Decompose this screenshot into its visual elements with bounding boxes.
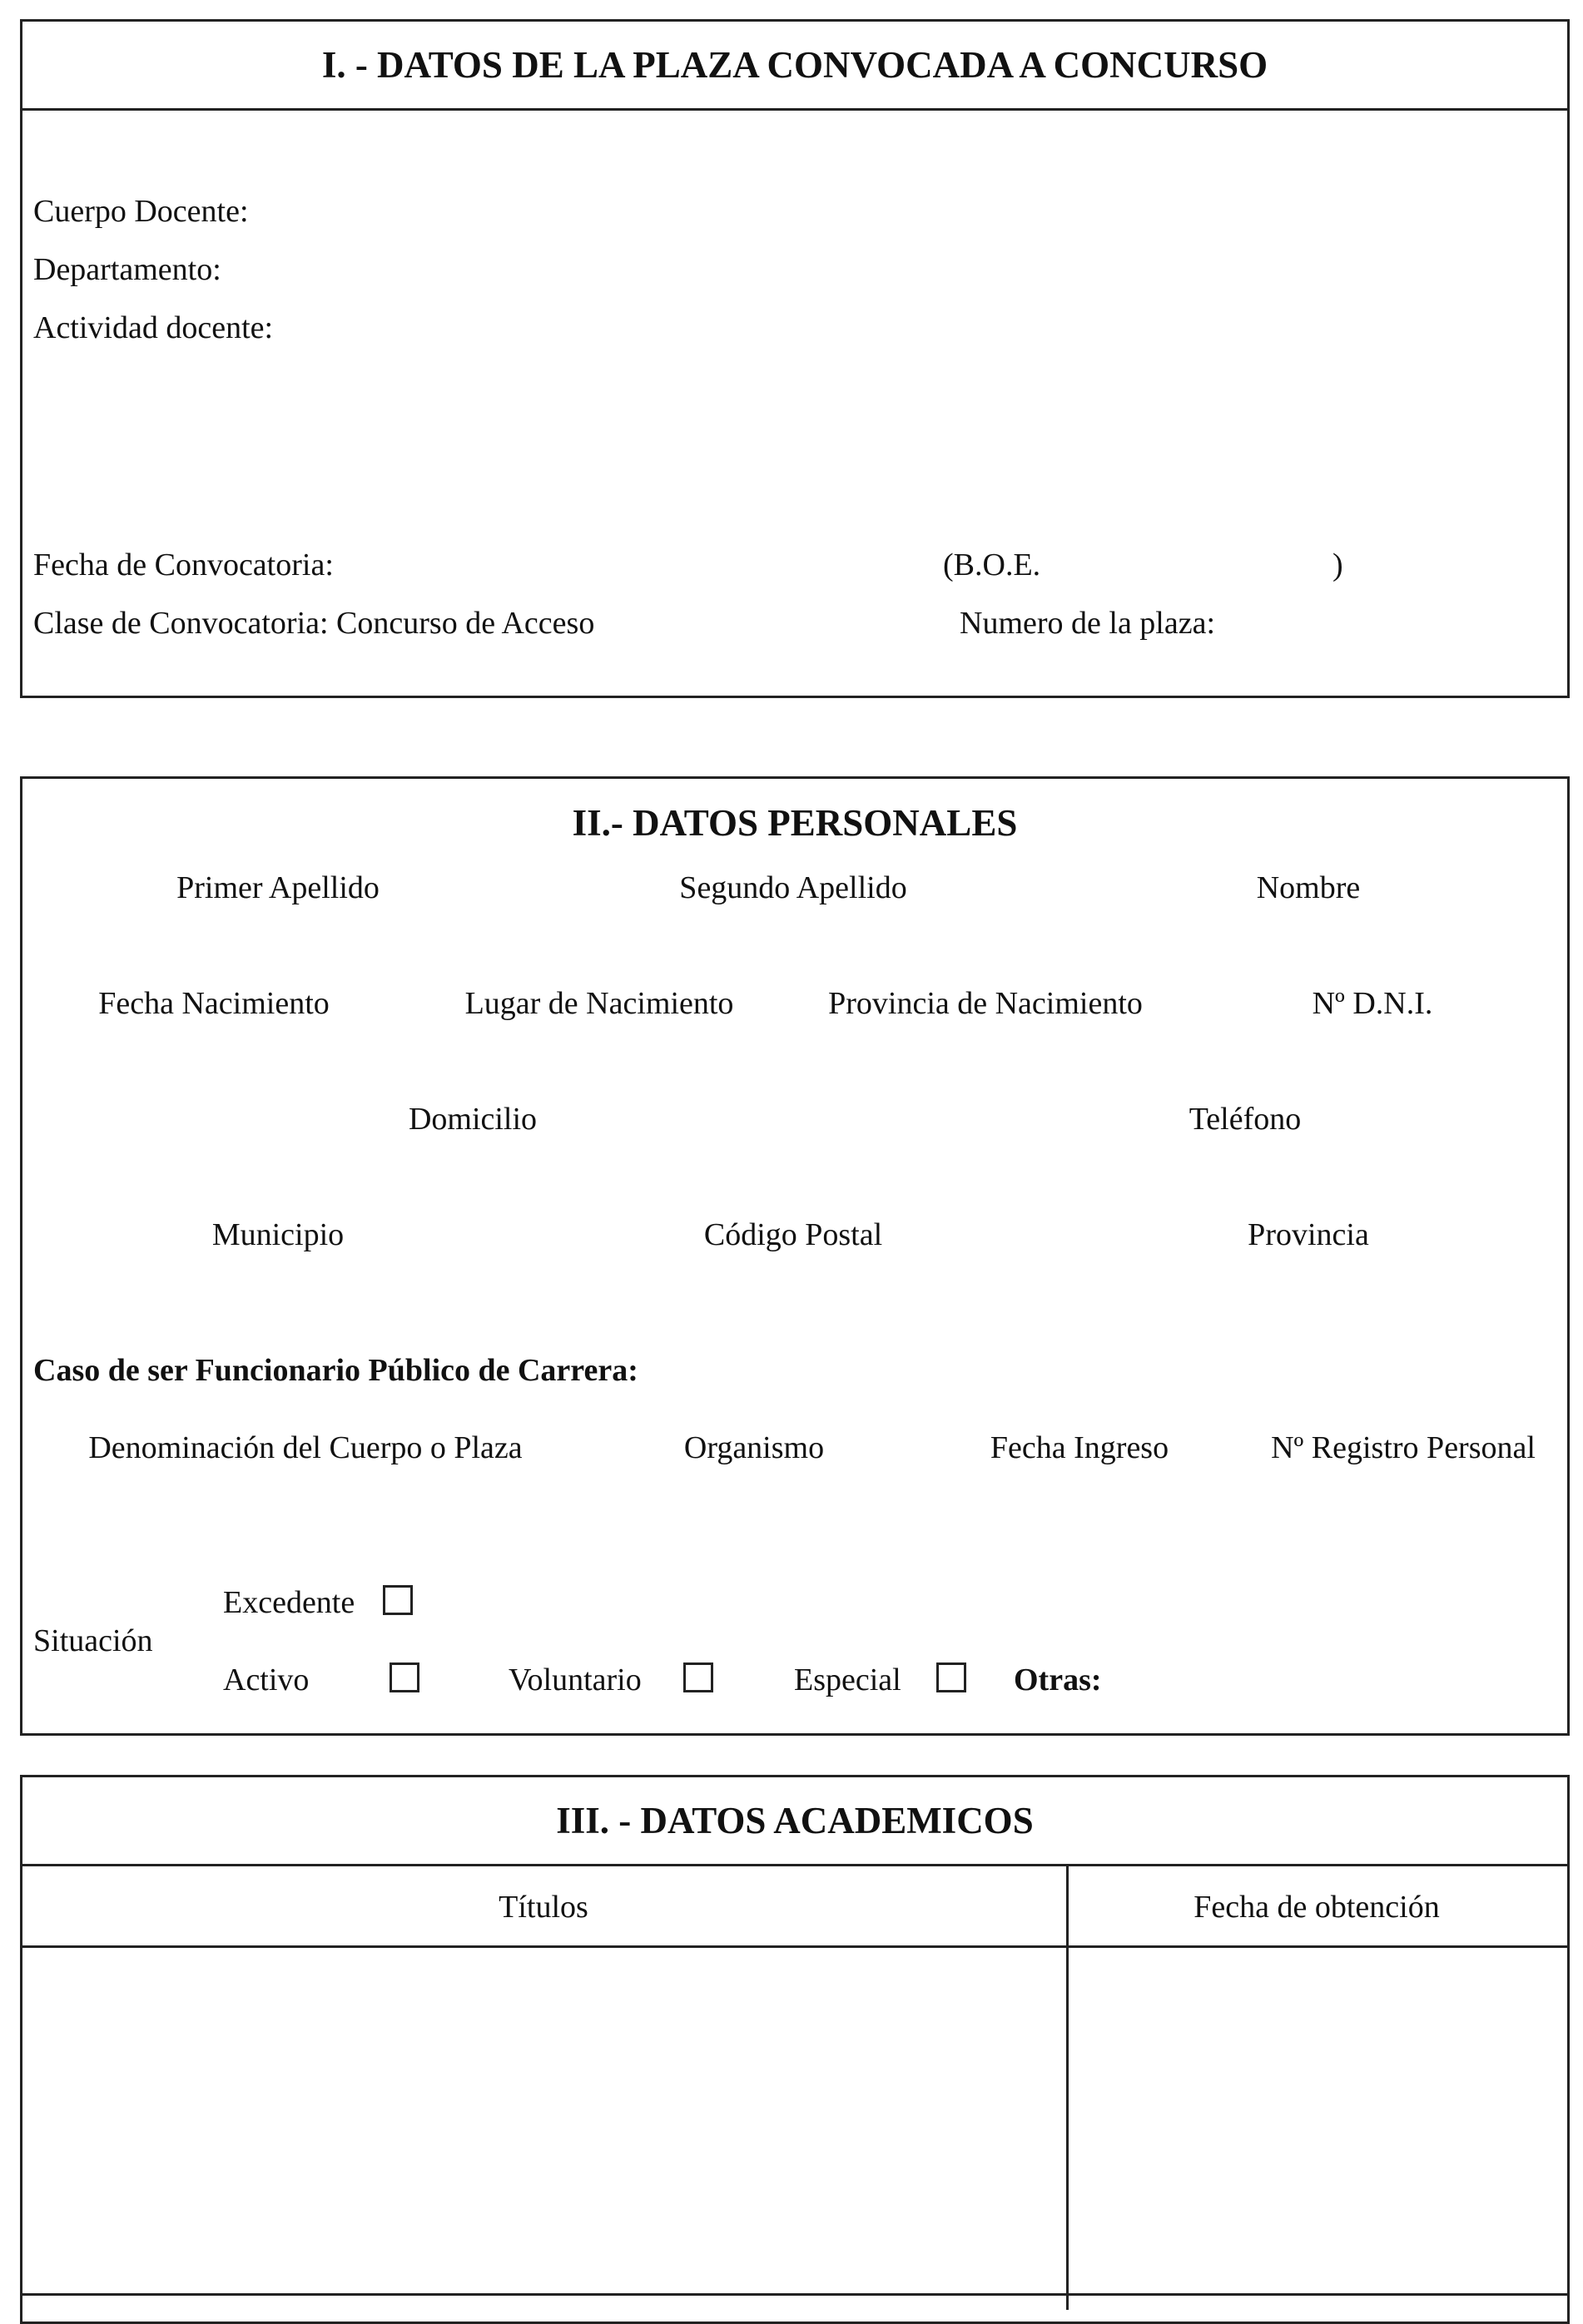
voluntario-label: Voluntario xyxy=(509,1662,642,1697)
cuerpo-docente-label: Cuerpo Docente: xyxy=(33,194,249,229)
boe-open-label: (B.O.E. xyxy=(943,548,1041,582)
section-personales-title: II.- DATOS PERSONALES xyxy=(572,802,1018,844)
lugar-nacimiento-label: Lugar de Nacimiento xyxy=(464,986,734,1021)
fecha-convocatoria-label: Fecha de Convocatoria: xyxy=(33,548,334,582)
activo-label: Activo xyxy=(223,1662,310,1697)
fecha-obtencion-entry-cell[interactable] xyxy=(1070,1949,1566,2291)
funcionario-heading: Caso de ser Funcionario Público de Carrera: xyxy=(33,1353,638,1388)
boe-close-label: ) xyxy=(1332,548,1343,582)
section-academicos-title: III. - DATOS ACADEMICOS xyxy=(556,1800,1034,1841)
telefono-label: Teléfono xyxy=(1188,1102,1302,1137)
especial-label: Especial xyxy=(794,1662,901,1697)
section-plaza-title: I. - DATOS DE LA PLAZA CONVOCADA A CONCURSO xyxy=(321,44,1268,86)
municipio-label: Municipio xyxy=(211,1217,345,1252)
titulos-column-header: Títulos xyxy=(499,1890,588,1925)
voluntario-checkbox[interactable] xyxy=(683,1662,713,1692)
registro-personal-label: Nº Registro Personal xyxy=(1271,1430,1536,1465)
otras-label: Otras: xyxy=(1014,1662,1102,1697)
segundo-apellido-label: Segundo Apellido xyxy=(679,870,907,905)
fecha-nacimiento-label: Fecha Nacimiento xyxy=(98,986,330,1021)
academicos-bottom-line xyxy=(20,2293,1570,2296)
situacion-label: Situación xyxy=(33,1623,153,1658)
primer-apellido-label: Primer Apellido xyxy=(176,870,380,905)
activo-checkbox[interactable] xyxy=(390,1662,419,1692)
numero-plaza-label: Numero de la plaza: xyxy=(960,606,1216,641)
clase-convocatoria-label: Clase de Convocatoria: Concurso de Acceso xyxy=(33,606,595,641)
nombre-label: Nombre xyxy=(1256,870,1361,905)
excedente-checkbox[interactable] xyxy=(383,1585,413,1615)
departamento-label: Departamento: xyxy=(33,252,221,287)
provincia-label: Provincia xyxy=(1248,1217,1369,1252)
especial-checkbox[interactable] xyxy=(936,1662,966,1692)
excedente-label: Excedente xyxy=(223,1585,355,1620)
section-academicos-title-divider xyxy=(20,1864,1570,1866)
section-plaza-convocada xyxy=(20,19,1570,698)
titulos-entry-cell[interactable] xyxy=(23,1949,1064,2291)
denominacion-cuerpo-label: Denominación del Cuerpo o Plaza xyxy=(88,1430,523,1465)
academicos-column-divider xyxy=(1066,1864,1069,2310)
academicos-header-divider xyxy=(20,1945,1570,1948)
actividad-docente-label: Actividad docente: xyxy=(33,310,274,345)
fecha-ingreso-label: Fecha Ingreso xyxy=(990,1430,1169,1465)
fecha-obtencion-column-header: Fecha de obtención xyxy=(1193,1890,1440,1925)
section-plaza-title-divider xyxy=(20,108,1570,111)
provincia-nacimiento-label: Provincia de Nacimiento xyxy=(828,986,1143,1021)
domicilio-label: Domicilio xyxy=(408,1102,538,1137)
organismo-label: Organismo xyxy=(683,1430,825,1465)
dni-label: Nº D.N.I. xyxy=(1312,986,1433,1021)
codigo-postal-label: Código Postal xyxy=(703,1217,883,1252)
